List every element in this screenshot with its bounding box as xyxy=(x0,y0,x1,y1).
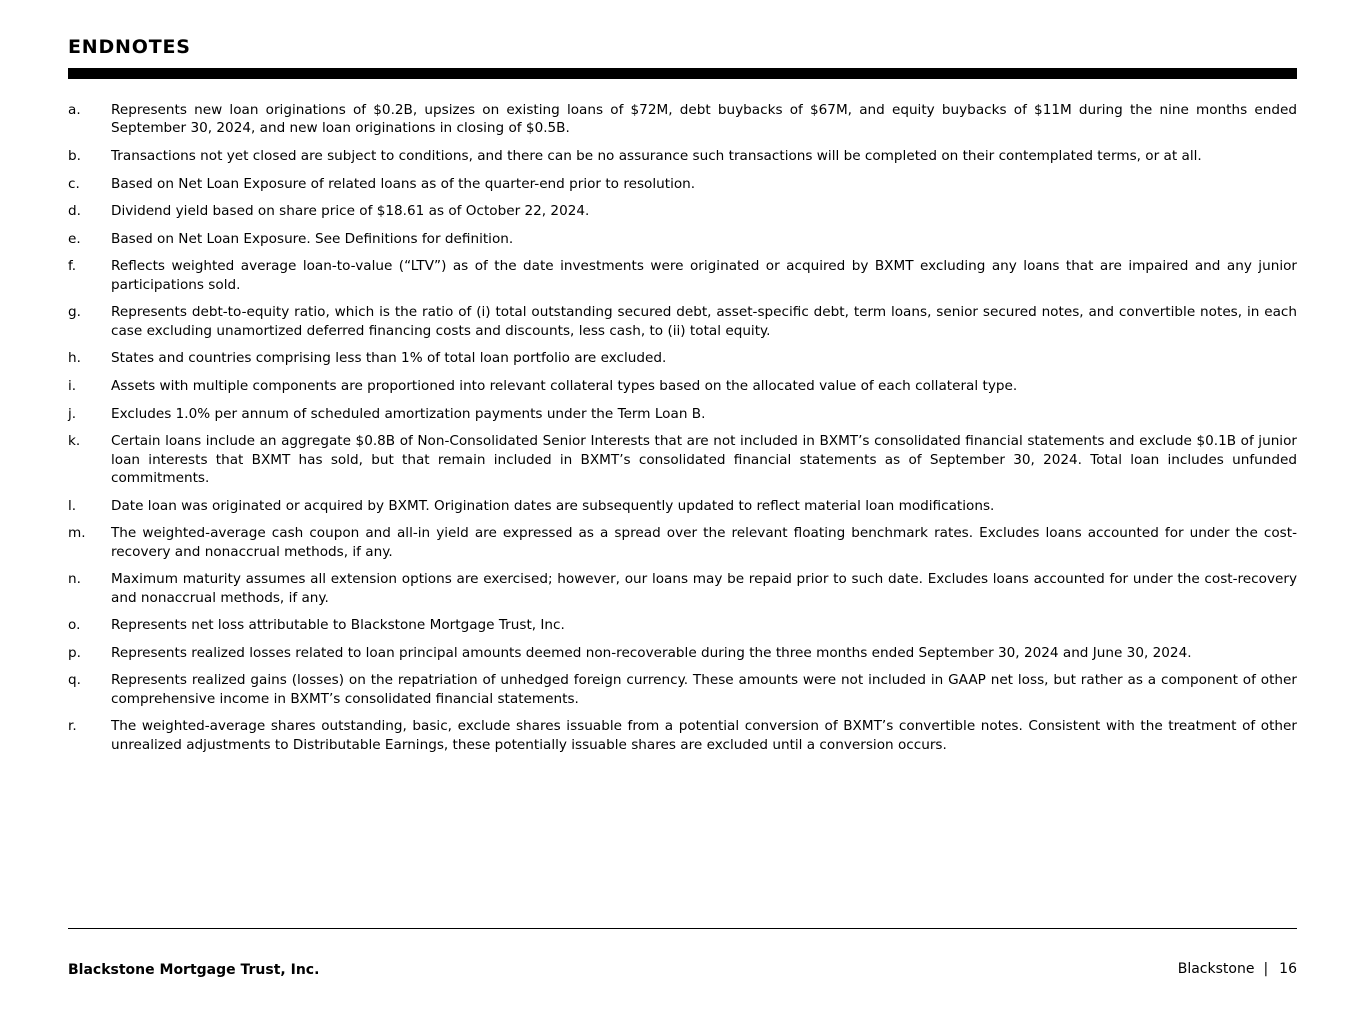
endnote-text: Represents debt-to-equity ratio, which is the ratio of (i) total outstanding secured debt, asset-specific debt, term loans, senior secured notes, and convertible notes, in each case excluding unamortized deferred financing costs and discounts, less cash, to (ii) total equity. xyxy=(111,304,1297,339)
endnote-letter: i. xyxy=(68,377,77,394)
endnote-text: Date loan was originated or acquired by BXMT. Origination dates are subsequently updated to reflect material loan modifications. xyxy=(111,497,995,514)
endnote-f xyxy=(68,257,1297,294)
page-number: 16 xyxy=(1279,961,1297,977)
endnote-c xyxy=(68,175,1297,193)
endnote-i xyxy=(68,377,1297,395)
endnote-a xyxy=(68,101,1297,138)
page-title: ENDNOTES xyxy=(68,36,191,58)
endnote-text: Reflects weighted average loan-to-value (“LTV”) as of the date investments were originated or acquired by BXMT excluding any loans that are impaired and any junior participations sold. xyxy=(111,258,1297,293)
endnote-letter: n. xyxy=(68,571,81,588)
endnote-p xyxy=(68,644,1297,662)
endnote-text: States and countries comprising less than 1% of total loan portfolio are excluded. xyxy=(111,350,667,367)
endnote-letter: p. xyxy=(68,644,81,661)
footer-separator: | xyxy=(1263,961,1269,977)
endnote-letter: e. xyxy=(68,230,81,247)
endnote-text: Certain loans include an aggregate $0.8B of Non-Consolidated Senior Interests that are not included in BXMT’s consolidated financial statements and exclude $0.1B of junior loan interests that BXMT has sold, but that remain included in BXMT’s consolidated financial statements as of September 30, 2024. Total loan includes unfunded commitments. xyxy=(111,433,1297,486)
endnote-j xyxy=(68,405,1297,423)
footer-divider xyxy=(68,928,1297,929)
endnote-letter: k. xyxy=(68,433,81,450)
endnote-m xyxy=(68,524,1297,561)
endnote-text: Transactions not yet closed are subject to conditions, and there can be no assurance such transactions will be completed on their contemplated terms, or at all. xyxy=(111,148,1202,164)
endnote-text: Excludes 1.0% per annum of scheduled amortization payments under the Term Loan B. xyxy=(111,405,706,422)
endnote-l xyxy=(68,497,1297,515)
endnote-text: Maximum maturity assumes all extension options are exercised; however, our loans may be repaid prior to such date. Excludes loans accounted for under the cost-recovery and nonaccrual methods, if any. xyxy=(111,571,1297,606)
endnote-k xyxy=(68,432,1297,487)
endnote-g xyxy=(68,303,1297,340)
endnote-e xyxy=(68,230,1297,248)
endnote-letter: l. xyxy=(68,497,77,514)
endnote-letter: g. xyxy=(68,304,81,321)
endnote-letter: j. xyxy=(68,405,77,422)
endnote-text: Represents realized gains (losses) on the repatriation of unhedged foreign currency. These amounts were not included in GAAP net loss, but rather as a component of other comprehensive income in BXMT’s consolidated financial statements. xyxy=(111,672,1297,707)
endnote-text: Represents realized losses related to loan principal amounts deemed non-recoverable during the three months ended September 30, 2024 and June 30, 2024. xyxy=(111,644,1192,661)
endnote-text: Assets with multiple components are proportioned into relevant collateral types based on the allocated value of each collateral type. xyxy=(111,377,1018,394)
endnote-letter: h. xyxy=(68,350,81,367)
footer-company: Blackstone Mortgage Trust, Inc. xyxy=(68,962,320,978)
endnote-text: Represents net loss attributable to Blackstone Mortgage Trust, Inc. xyxy=(111,617,565,634)
endnote-text: Based on Net Loan Exposure of related loans as of the quarter-end prior to resolution. xyxy=(111,175,696,192)
endnote-text: Represents new loan originations of $0.2B, upsizes on existing loans of $72M, debt buybacks of $67M, and equity buybacks of $11M during the nine months ended September 30, 2024, and new loan originations in closing of $0.5B. xyxy=(111,102,1297,137)
endnote-letter: m. xyxy=(68,525,86,542)
endnote-letter: r. xyxy=(68,718,77,735)
endnotes-list xyxy=(68,101,1297,763)
endnote-letter: f. xyxy=(68,258,77,275)
endnote-n xyxy=(68,570,1297,607)
endnote-r xyxy=(68,717,1297,754)
endnote-letter: d. xyxy=(68,203,81,220)
endnote-text: Based on Net Loan Exposure. See Definitions for definition. xyxy=(111,230,514,247)
endnote-b xyxy=(68,147,1297,165)
endnote-text: The weighted-average cash coupon and all-in yield are expressed as a spread over the relevant floating benchmark rates. Excludes loans accounted for under the cost-recovery and nonaccrual methods, if any. xyxy=(111,525,1297,560)
endnote-text: Dividend yield based on share price of $18.61 as of October 22, 2024. xyxy=(111,203,590,220)
footer-page-info xyxy=(1178,961,1297,977)
footer-brand: Blackstone xyxy=(1177,961,1255,977)
title-divider xyxy=(68,68,1297,79)
endnote-h xyxy=(68,349,1297,367)
endnote-text: The weighted-average shares outstanding, basic, exclude shares issuable from a potential conversion of BXMT’s convertible notes. Consistent with the treatment of other unrealized adjustments to Distributable Earnings, these potentially issuable shares are excluded until a conversion occurs. xyxy=(111,718,1297,753)
endnote-d xyxy=(68,202,1297,220)
endnote-letter: c. xyxy=(68,175,80,192)
endnote-letter: b. xyxy=(68,148,81,164)
endnote-q xyxy=(68,671,1297,708)
endnote-o xyxy=(68,616,1297,634)
endnote-letter: o. xyxy=(68,617,81,634)
endnote-letter: q. xyxy=(68,672,81,689)
endnote-letter: a. xyxy=(68,102,81,118)
